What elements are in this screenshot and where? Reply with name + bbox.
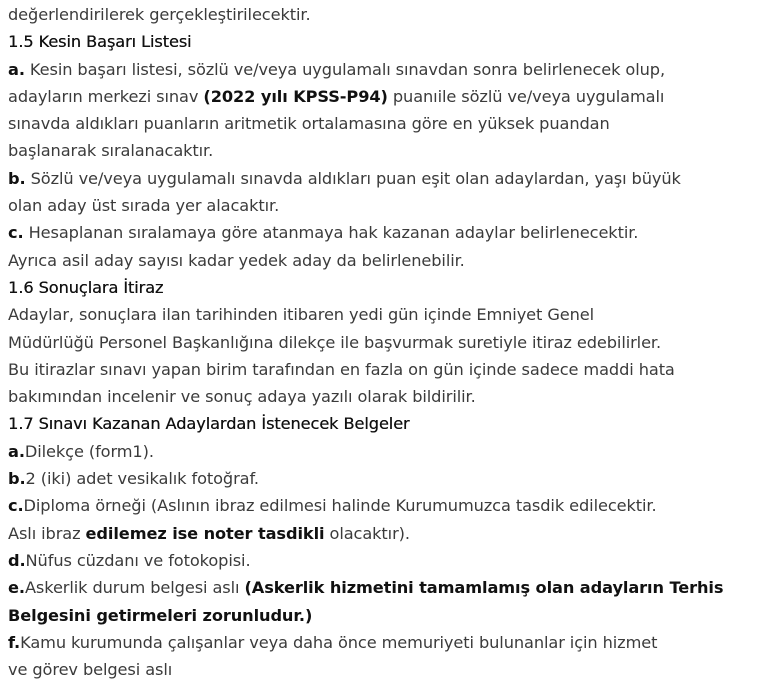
- section-1-6-title: 1.6 Sonuçlara İtiraz: [8, 277, 164, 297]
- item-emphasis: (Askerlik hizmetini tamamlamış olan adayların Terhis: [244, 578, 724, 598]
- item-1-7-c-line-1: [8, 492, 768, 519]
- section-1-6-line-2: Müdürlüğü Personel Başkanlığına dilekçe ile başvurmak suretiyle itiraz edebilirler.: [8, 332, 662, 352]
- item-marker: a.: [8, 441, 25, 461]
- item-1-7-a: [8, 438, 768, 465]
- item-1-5-a-line-4: başlanarak sıralanacaktır.: [8, 141, 214, 161]
- item-1-7-e-line-2: Belgesini getirmeleri zorunludur.): [8, 605, 313, 625]
- item-text: Nüfus cüzdanı ve fotokopisi.: [25, 550, 251, 570]
- item-marker: b.: [8, 469, 26, 489]
- item-text: Dilekçe (form1).: [24, 441, 154, 461]
- item-marker: c.: [8, 496, 24, 516]
- item-1-5-b-line-2: olan aday üst sırada yer alacaktır.: [8, 196, 280, 216]
- item-1-5-c-line-1: [8, 219, 768, 246]
- item-emphasis: edilemez ise noter tasdikli: [85, 523, 325, 543]
- item-1-7-b: [8, 465, 768, 492]
- item-text: Kesin başarı listesi, sözlü ve/veya uygulamalı sınavdan sonra belirlenecek olup,: [24, 59, 665, 79]
- section-1-5-title: 1.5 Kesin Başarı Listesi: [8, 32, 192, 52]
- item-1-5-b-line-1: [8, 165, 768, 192]
- item-text: Aslı ibraz: [8, 523, 86, 543]
- item-1-7-e-line-1: [8, 574, 768, 601]
- item-1-7-f-line-2: ve görev belgesi aslı: [8, 660, 173, 680]
- item-emphasis: (2022 yılı KPSS-P94): [203, 86, 388, 106]
- item-text: Askerlik durum belgesi aslı: [24, 578, 245, 598]
- item-marker: f.: [8, 632, 21, 652]
- item-marker: e.: [8, 578, 25, 598]
- document-page: [8, 1, 768, 683]
- item-marker: b.: [8, 168, 26, 188]
- item-text: Hesaplanan sıralamaya göre atanmaya hak kazanan adaylar belirlenecektir.: [23, 223, 639, 243]
- intro-line: değerlendirilerek gerçekleştirilecektir.: [8, 5, 311, 24]
- item-1-5-a-line-3: sınavda aldıkları puanların aritmetik ortalamasına göre en yüksek puandan: [8, 114, 610, 134]
- item-1-7-f-line-1: [8, 629, 768, 656]
- item-1-7-c-line-2: [8, 520, 768, 547]
- item-text: olacaktır).: [324, 523, 410, 543]
- item-1-5-a-line-1: [8, 56, 768, 83]
- item-text: Sözlü ve/veya uygulamalı sınavda aldıkları puan eşit olan adaylardan, yaşı büyük: [25, 168, 681, 188]
- section-1-6-line-3: Bu itirazlar sınavı yapan birim tarafından en fazla on gün içinde sadece maddi hata: [8, 359, 675, 379]
- item-marker: a.: [8, 59, 25, 79]
- section-1-7-title: 1.7 Sınavı Kazanan Adaylardan İstenecek Belgeler: [8, 414, 410, 434]
- item-text: Kamu kurumunda çalışanlar veya daha önce memuriyeti bulunanlar için hizmet: [20, 632, 658, 652]
- section-1-6-line-4: bakımından incelenir ve sonuç adaya yazılı olarak bildirilir.: [8, 387, 476, 407]
- item-text: Diploma örneği (Aslının ibraz edilmesi halinde Kurumumuzca tasdik edilecektir.: [23, 496, 657, 516]
- item-1-5-a-line-2: [8, 83, 768, 110]
- item-text: puanıile sözlü ve/veya uygulamalı: [387, 86, 665, 106]
- item-1-7-d: [8, 547, 768, 574]
- item-marker: d.: [8, 550, 26, 570]
- section-1-6-line-1: Adaylar, sonuçlara ilan tarihinden itibaren yedi gün içinde Emniyet Genel: [8, 305, 595, 325]
- item-text: adayların merkezi sınav: [8, 86, 204, 106]
- item-text: 2 (iki) adet vesikalık fotoğraf.: [25, 469, 259, 489]
- item-marker: c.: [8, 223, 24, 243]
- item-1-5-c-line-2: Ayrıca asil aday sayısı kadar yedek aday da belirlenebilir.: [8, 250, 465, 270]
